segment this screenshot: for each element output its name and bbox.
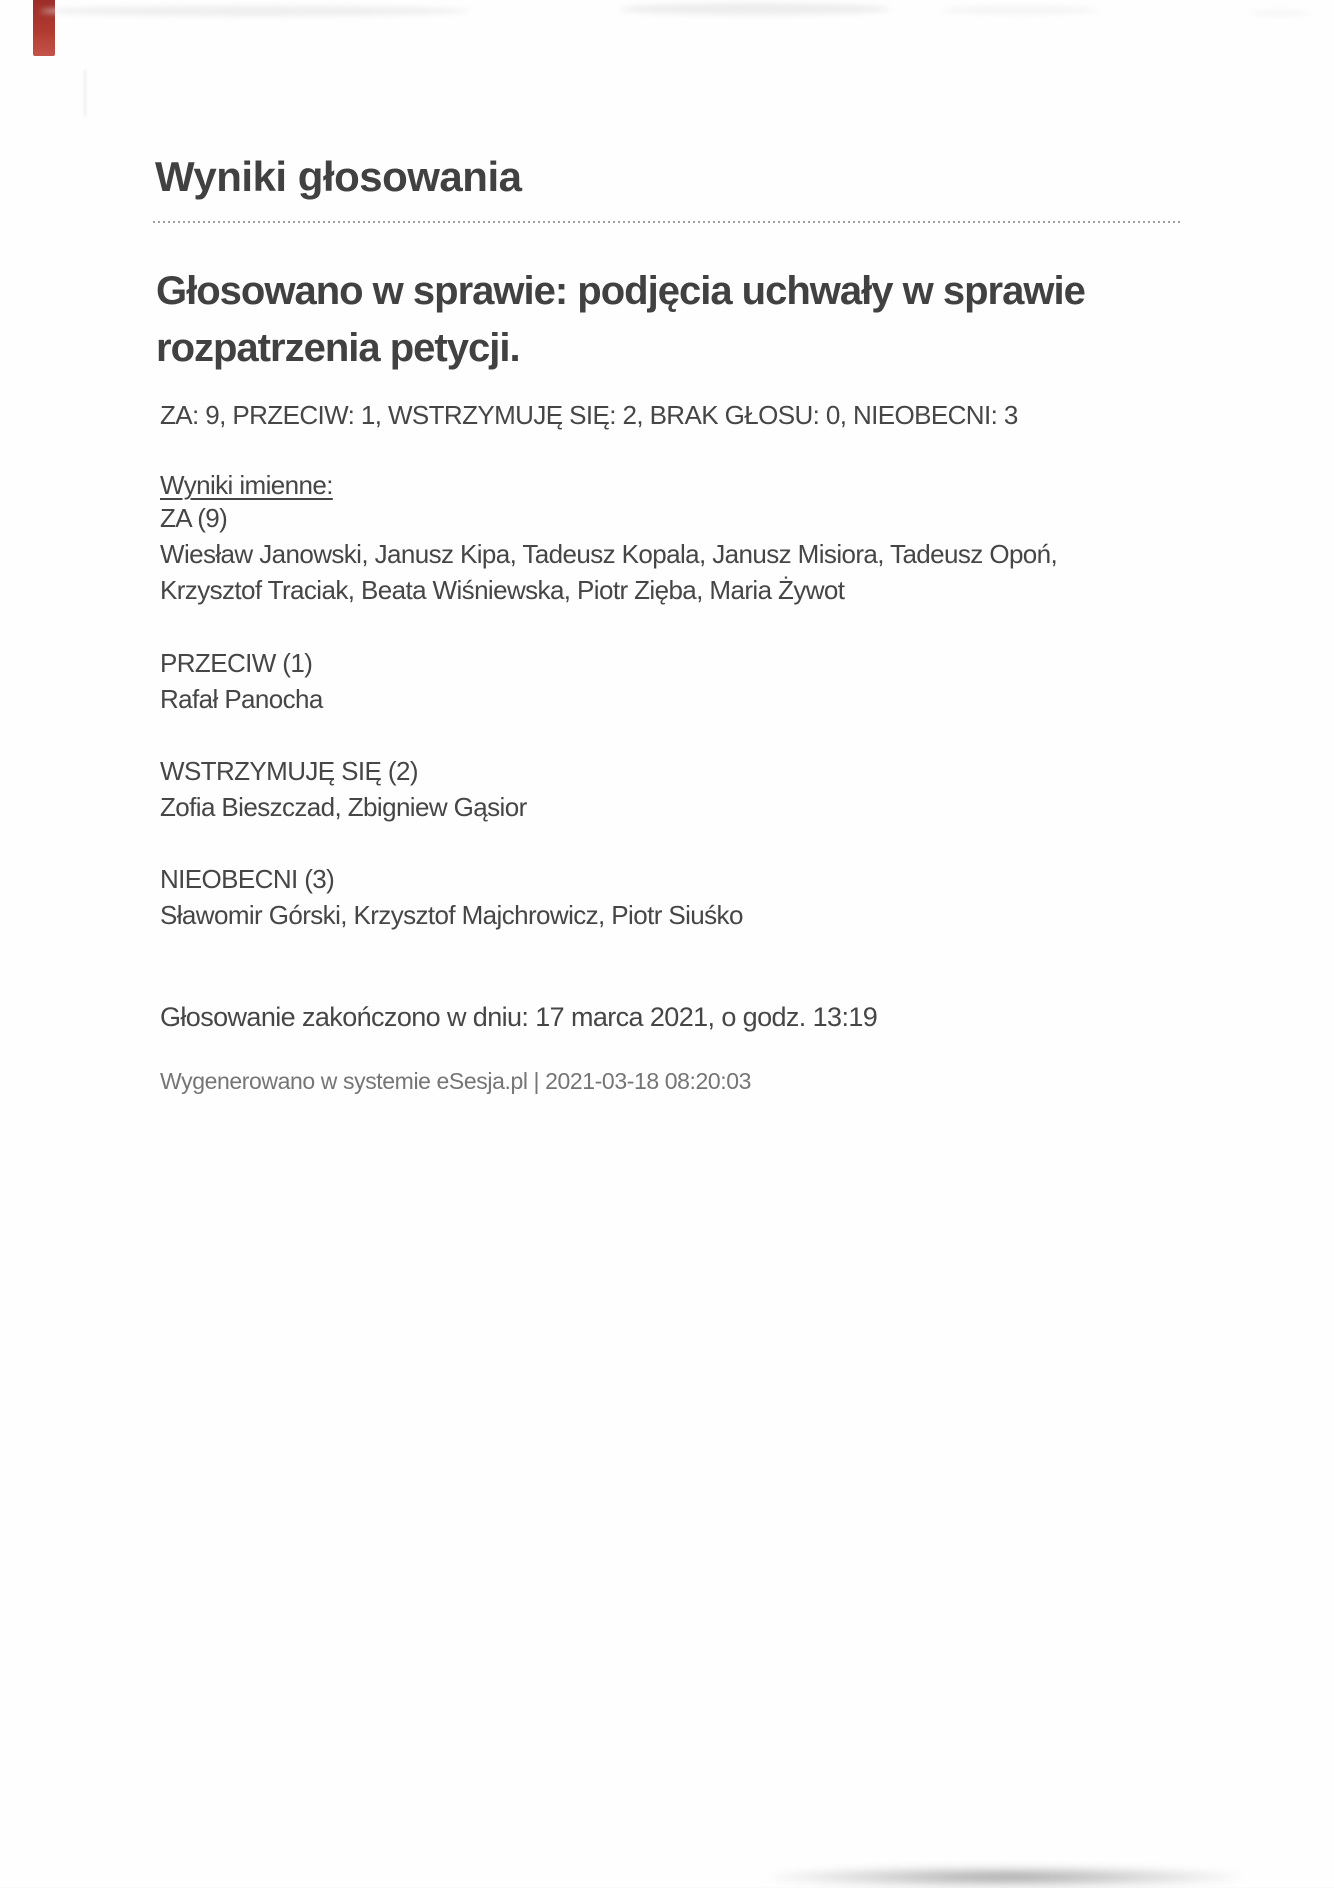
scan-smudge <box>620 3 890 15</box>
section-za-label: ZA (9) <box>160 503 228 533</box>
vote-subject-line-2: rozpatrzenia petycji. <box>156 326 520 370</box>
scan-smudge <box>1250 10 1310 16</box>
scan-bottom-shadow <box>770 1866 1240 1888</box>
named-results-label: Wyniki imienne: <box>160 470 333 500</box>
section-nieobecni-label: NIEOBECNI (3) <box>160 864 335 894</box>
scan-smudge <box>40 6 470 16</box>
title-divider-rule <box>153 221 1183 223</box>
vote-subject-heading <box>156 263 1085 377</box>
section-przeciw-names: Rafał Panocha <box>160 684 323 714</box>
scan-hairline <box>84 70 86 116</box>
section-wstrzymuje-names: Zofia Bieszczad, Zbigniew Gąsior <box>160 792 527 822</box>
section-za-names-line-1: Wiesław Janowski, Janusz Kipa, Tadeusz Kopala, Janusz Misiora, Tadeusz Opoń, <box>160 539 1058 569</box>
section-wstrzymuje-label: WSTRZYMUJĘ SIĘ (2) <box>160 756 418 786</box>
vote-subject-line-1: Głosowano w sprawie: podjęcia uchwały w sprawie <box>156 269 1085 313</box>
section-nieobecni-names: Sławomir Górski, Krzysztof Majchrowicz, Piotr Siuśko <box>160 900 743 930</box>
generated-by-footer: Wygenerowano w systemie eSesja.pl | 2021-03-18 08:20:03 <box>160 1068 752 1094</box>
section-za <box>160 500 1220 608</box>
vote-summary-line: ZA: 9, PRZECIW: 1, WSTRZYMUJĘ SIĘ: 2, BRAK GŁOSU: 0, NIEOBECNI: 3 <box>160 400 1018 430</box>
vote-closed-timestamp: Głosowanie zakończono w dniu: 17 marca 2021, o godz. 13:19 <box>160 1002 878 1032</box>
scan-smudge <box>940 6 1100 14</box>
section-za-names-line-2: Krzysztof Traciak, Beata Wiśniewska, Piotr Zięba, Maria Żywot <box>160 575 845 605</box>
section-przeciw <box>160 645 1220 717</box>
section-przeciw-label: PRZECIW (1) <box>160 648 313 678</box>
section-nieobecni <box>160 861 1220 933</box>
section-wstrzymuje-sie <box>160 753 1220 825</box>
document-title: Wyniki głosowania <box>155 153 522 200</box>
